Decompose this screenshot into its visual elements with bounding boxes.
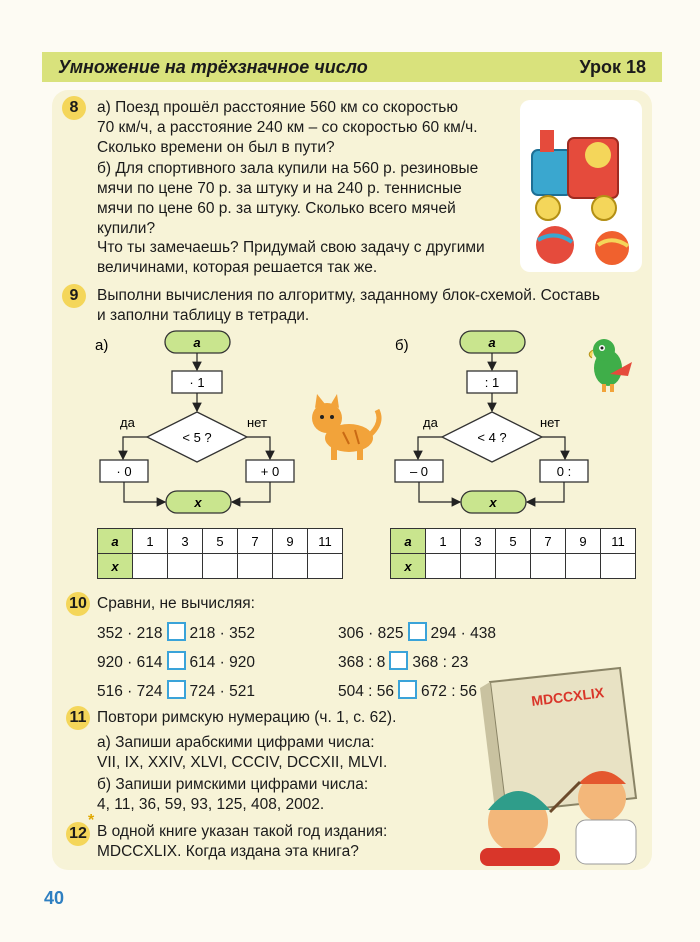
task-10-number: 10 [66, 592, 90, 616]
text-line: MDCCXLIX. Когда издана эта книга? [97, 843, 359, 860]
row-header-x: x [404, 559, 412, 574]
book-cover-title: MDCCXLIX [530, 684, 605, 709]
text-line: б) Для спортивного зала купили на 560 р. резиновые [97, 160, 479, 177]
text-line: величинами, которая решается так же. [97, 259, 378, 276]
expression-left: 368 : 8 [338, 654, 386, 671]
star-icon: * [88, 812, 95, 829]
comparison-box[interactable] [167, 622, 186, 641]
table-cell: 7 [544, 534, 552, 549]
comparison-row [338, 680, 477, 701]
expression-right: 672 : 56 [421, 683, 478, 700]
start-label: a [193, 335, 201, 350]
expression-right: 724 · 521 [189, 683, 255, 700]
book-illustration [470, 662, 648, 866]
row-header-a: a [404, 534, 412, 549]
text-line: а) Поезд прошёл расстояние 560 км со скоростью [97, 99, 458, 116]
task-8-part-b [97, 159, 478, 239]
expression-left: 516 · 724 [97, 683, 163, 700]
no-label: нет [247, 415, 267, 430]
table-cell: 11 [318, 534, 332, 549]
text-line: и заполни таблицу в тетради. [97, 307, 310, 324]
task-8-note [97, 238, 485, 278]
comparison-box[interactable] [389, 651, 408, 670]
task-11-part-b [97, 775, 368, 815]
expression-left: 920 · 614 [97, 654, 163, 671]
no-operation-label: 0 : [556, 464, 572, 479]
task-10-title: Сравни, не вычисляя: [97, 595, 255, 612]
row-header-x: x [111, 559, 119, 574]
comparison-row [97, 651, 255, 672]
no-label: нет [540, 415, 560, 430]
task-8-part-a [97, 98, 478, 158]
parrot-illustration [580, 332, 640, 392]
header-title: Умножение на трёхзначное число [58, 57, 368, 77]
task-11-title: Повтори римскую нумерацию (ч. 1, с. 62). [97, 709, 397, 726]
table-cell: 3 [474, 534, 482, 549]
table-cell: 9 [579, 534, 587, 549]
end-label: x [489, 495, 497, 510]
table-a [97, 528, 345, 582]
text-line: Выполни вычисления по алгоритму, заданному блок-схемой. Составь [97, 287, 600, 304]
condition-label: < 4 ? [477, 430, 507, 445]
comparison-box[interactable] [167, 680, 186, 699]
comparison-row [338, 622, 496, 643]
text-line: купили? [97, 220, 156, 237]
expression-right: 218 · 352 [189, 625, 255, 642]
task-9-text [97, 286, 600, 326]
page-header [42, 52, 662, 82]
table-cell: 5 [216, 534, 224, 549]
yes-label: да [120, 415, 135, 430]
text-line: а) Запиши арабскими цифрами числа: [97, 734, 375, 751]
task-9-number: 9 [62, 284, 86, 308]
text-line: б) Запиши римскими цифрами числа: [97, 776, 369, 793]
condition-label: < 5 ? [182, 430, 212, 445]
text-line: 4, 11, 36, 59, 93, 125, 408, 2002. [97, 796, 325, 813]
text-line: 70 км/ч, а расстояние 240 км – со скоростью 60 км/ч. [97, 119, 478, 136]
table-b [390, 528, 638, 582]
task-11-number: 11 [66, 706, 90, 730]
flowchart-b [390, 325, 610, 525]
table-cell: 3 [181, 534, 189, 549]
task-12-text [97, 822, 387, 862]
text-line: Что ты замечаешь? Придумай свою задачу с другими [97, 239, 485, 256]
table-cell: 5 [509, 534, 517, 549]
table-cell: 7 [251, 534, 259, 549]
no-operation-label: + 0 [260, 464, 280, 479]
comparison-box[interactable] [408, 622, 427, 641]
text-line: Сколько времени он был в пути? [97, 139, 335, 156]
operation-label: · 1 [189, 375, 205, 390]
comparison-row [338, 651, 468, 672]
cat-illustration [305, 392, 385, 464]
yes-label: да [423, 415, 438, 430]
expression-right: 614 · 920 [189, 654, 255, 671]
train-toy-illustration [520, 100, 642, 272]
expression-right: 294 · 438 [430, 625, 496, 642]
table-cell: 1 [146, 534, 154, 549]
flowchart-b-label: б) [395, 337, 409, 354]
text-line: В одной книге указан такой год издания: [97, 823, 388, 840]
task-11-part-a [97, 733, 387, 773]
expression-left: 504 : 56 [338, 683, 395, 700]
task-8-number: 8 [62, 96, 86, 120]
operation-label: : 1 [484, 375, 500, 390]
expression-right: 368 : 23 [412, 654, 469, 671]
text-line: VII, IX, XXIV, XLVI, CCCIV, DCCXII, MLVI. [97, 754, 388, 771]
header-lesson: Урок 18 [579, 57, 646, 77]
end-label: x [194, 495, 202, 510]
yes-operation-label: · 0 [116, 464, 132, 479]
yes-operation-label: – 0 [409, 464, 429, 479]
text-line: мячи по цене 60 р. за штуку. Сколько всего мячей [97, 200, 456, 217]
flowchart-a [90, 325, 310, 525]
text-line: мячи по цене 70 р. за штуку и на 240 р. теннисные [97, 180, 462, 197]
comparison-row [97, 622, 255, 643]
page-number: 40 [44, 888, 65, 908]
table-cell: 11 [611, 534, 625, 549]
comparison-box[interactable] [398, 680, 417, 699]
expression-left: 306 · 825 [338, 625, 404, 642]
flowchart-a-label: а) [95, 337, 109, 354]
comparison-box[interactable] [167, 651, 186, 670]
start-label: a [488, 335, 496, 350]
expression-left: 352 · 218 [97, 625, 163, 642]
table-cell: 1 [439, 534, 447, 549]
task-12-number: 12 [66, 822, 90, 846]
row-header-a: a [111, 534, 119, 549]
table-cell: 9 [286, 534, 294, 549]
comparison-row [97, 680, 255, 701]
